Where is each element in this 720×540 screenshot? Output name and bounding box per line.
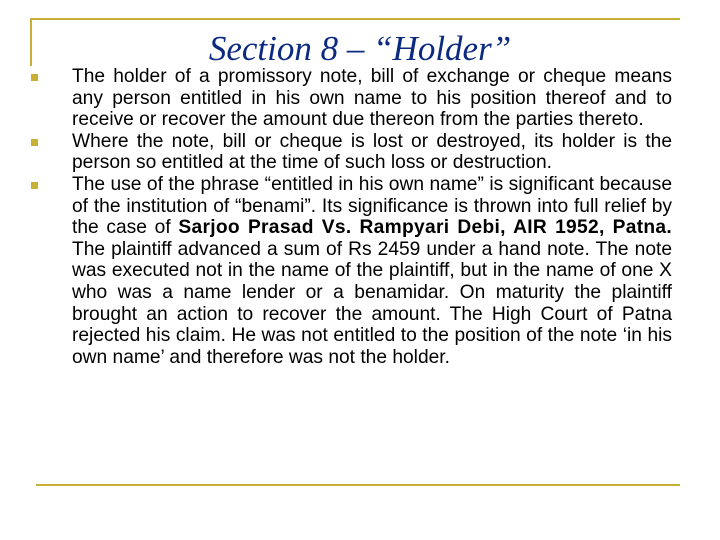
bullet-list bbox=[30, 66, 672, 368]
bullet-text: Where the note, bill or cheque is lost or destroyed, its holder is the person so entitled at the time of such loss or destruction. bbox=[72, 130, 672, 174]
bullet-text: The holder of a promissory note, bill of exchange or cheque means any person entitled in his own name to his position thereof and to receive or recover the amount due thereon from the parties thereto. bbox=[72, 66, 672, 131]
bullet-item-holder-definition bbox=[30, 66, 672, 131]
case-citation: Sarjoo Prasad Vs. Rampyari Debi, AIR 1952, Patna. bbox=[178, 217, 673, 239]
square-bullet-icon bbox=[31, 139, 38, 146]
frame-top-border bbox=[30, 18, 680, 20]
bullet-text-before: The use of the phrase “entitled in his own name” is significant because of the institution of “benami”. Its significance is thrown into full relief by the case of bbox=[72, 173, 672, 239]
slide-title: Section 8 – “Holder” bbox=[208, 29, 512, 68]
frame-bottom-border bbox=[36, 484, 680, 486]
square-bullet-icon bbox=[31, 182, 38, 189]
square-bullet-icon bbox=[31, 74, 38, 81]
bullet-text-after: The plaintiff advanced a sum of Rs 2459 under a hand note. The note was executed not in the name of the plaintiff, but in the name of one X who was a name lender or a benamidar. On maturity the plaintiff brought an action to recover the amount. The High Court of Patna rejected his claim. He was not entitled to the position of the note ‘in his own name’ and therefore was not the holder. bbox=[72, 238, 672, 368]
bullet-item-lost-destroyed bbox=[30, 131, 672, 174]
bullet-item-benami-case bbox=[30, 174, 672, 368]
